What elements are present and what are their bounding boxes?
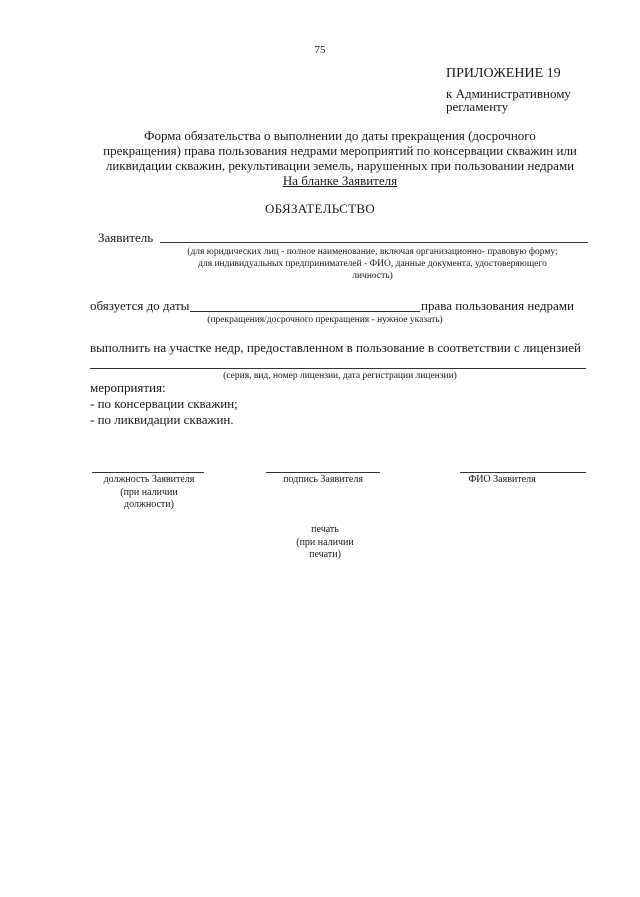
applicant-label: Заявитель: [98, 230, 154, 245]
name-line[interactable]: [460, 472, 586, 473]
position-line[interactable]: [92, 472, 204, 473]
appendix-reference-line1: к Административному: [446, 86, 571, 101]
position-caption: [82, 474, 216, 512]
measures-list: [90, 380, 238, 428]
stamp-caption: [260, 524, 390, 562]
name-caption: ФИО Заявителя: [468, 474, 536, 485]
applicant-hint-line2: для индивидуальных предпринимателей - ФИО, данные документа, удостоверяющего: [198, 259, 547, 269]
applicant-field[interactable]: [160, 242, 588, 243]
page-number: 75: [314, 44, 326, 56]
form-title-line2: прекращения) права пользования недрами мероприятий по консервации скважин или: [103, 143, 577, 158]
measures-item-liquidation: - по ликвидации скважин.: [90, 412, 234, 427]
measures-item-conservation: - по консервации скважин;: [90, 396, 238, 411]
license-field[interactable]: [90, 368, 586, 369]
applicant-hint-line1: (для юридических лиц - полное наименование, включая организационно- правовую форму;: [187, 247, 558, 257]
obligation-suffix: права пользования недрами: [421, 298, 574, 313]
stamp-caption-line1: печать: [311, 524, 339, 535]
obligation-date-field[interactable]: [190, 311, 420, 312]
license-hint: (серия, вид, номер лицензии, дата регистрации лицензии): [223, 371, 457, 381]
letterhead-note: На бланке Заявителя: [282, 173, 398, 188]
position-caption-line2: (при наличии: [120, 486, 178, 498]
appendix-reference-line2: регламенту: [446, 99, 509, 114]
appendix-reference: [446, 87, 571, 113]
applicant-hint: [150, 246, 595, 282]
applicant-hint-line3: личность): [352, 271, 393, 281]
license-text: выполнить на участке недр, предоставленном в пользование в соответствии с лицензией: [90, 340, 581, 355]
obligation-hint: (прекращения/досрочного прекращения - нужное указать): [207, 315, 443, 325]
position-caption-line3: должности): [124, 499, 174, 510]
stamp-caption-line3: печати): [309, 549, 341, 560]
form-title-line3: ликвидации скважин, рекультивации земель, нарушенных при пользовании недрами: [105, 158, 575, 173]
obligation-prefix: обязуется до даты: [90, 298, 190, 313]
position-caption-line1: должность Заявителя: [103, 474, 195, 485]
stamp-caption-line2: (при наличии: [296, 536, 354, 548]
measures-heading: мероприятия:: [90, 380, 166, 395]
appendix-title: ПРИЛОЖЕНИЕ 19: [446, 66, 561, 81]
form-title: [100, 128, 580, 188]
document-title: ОБЯЗАТЕЛЬСТВО: [264, 201, 376, 216]
signature-caption: подпись Заявителя: [283, 474, 363, 485]
signature-line[interactable]: [266, 472, 380, 473]
form-title-line1: Форма обязательства о выполнении до даты прекращения (досрочного: [144, 128, 536, 143]
